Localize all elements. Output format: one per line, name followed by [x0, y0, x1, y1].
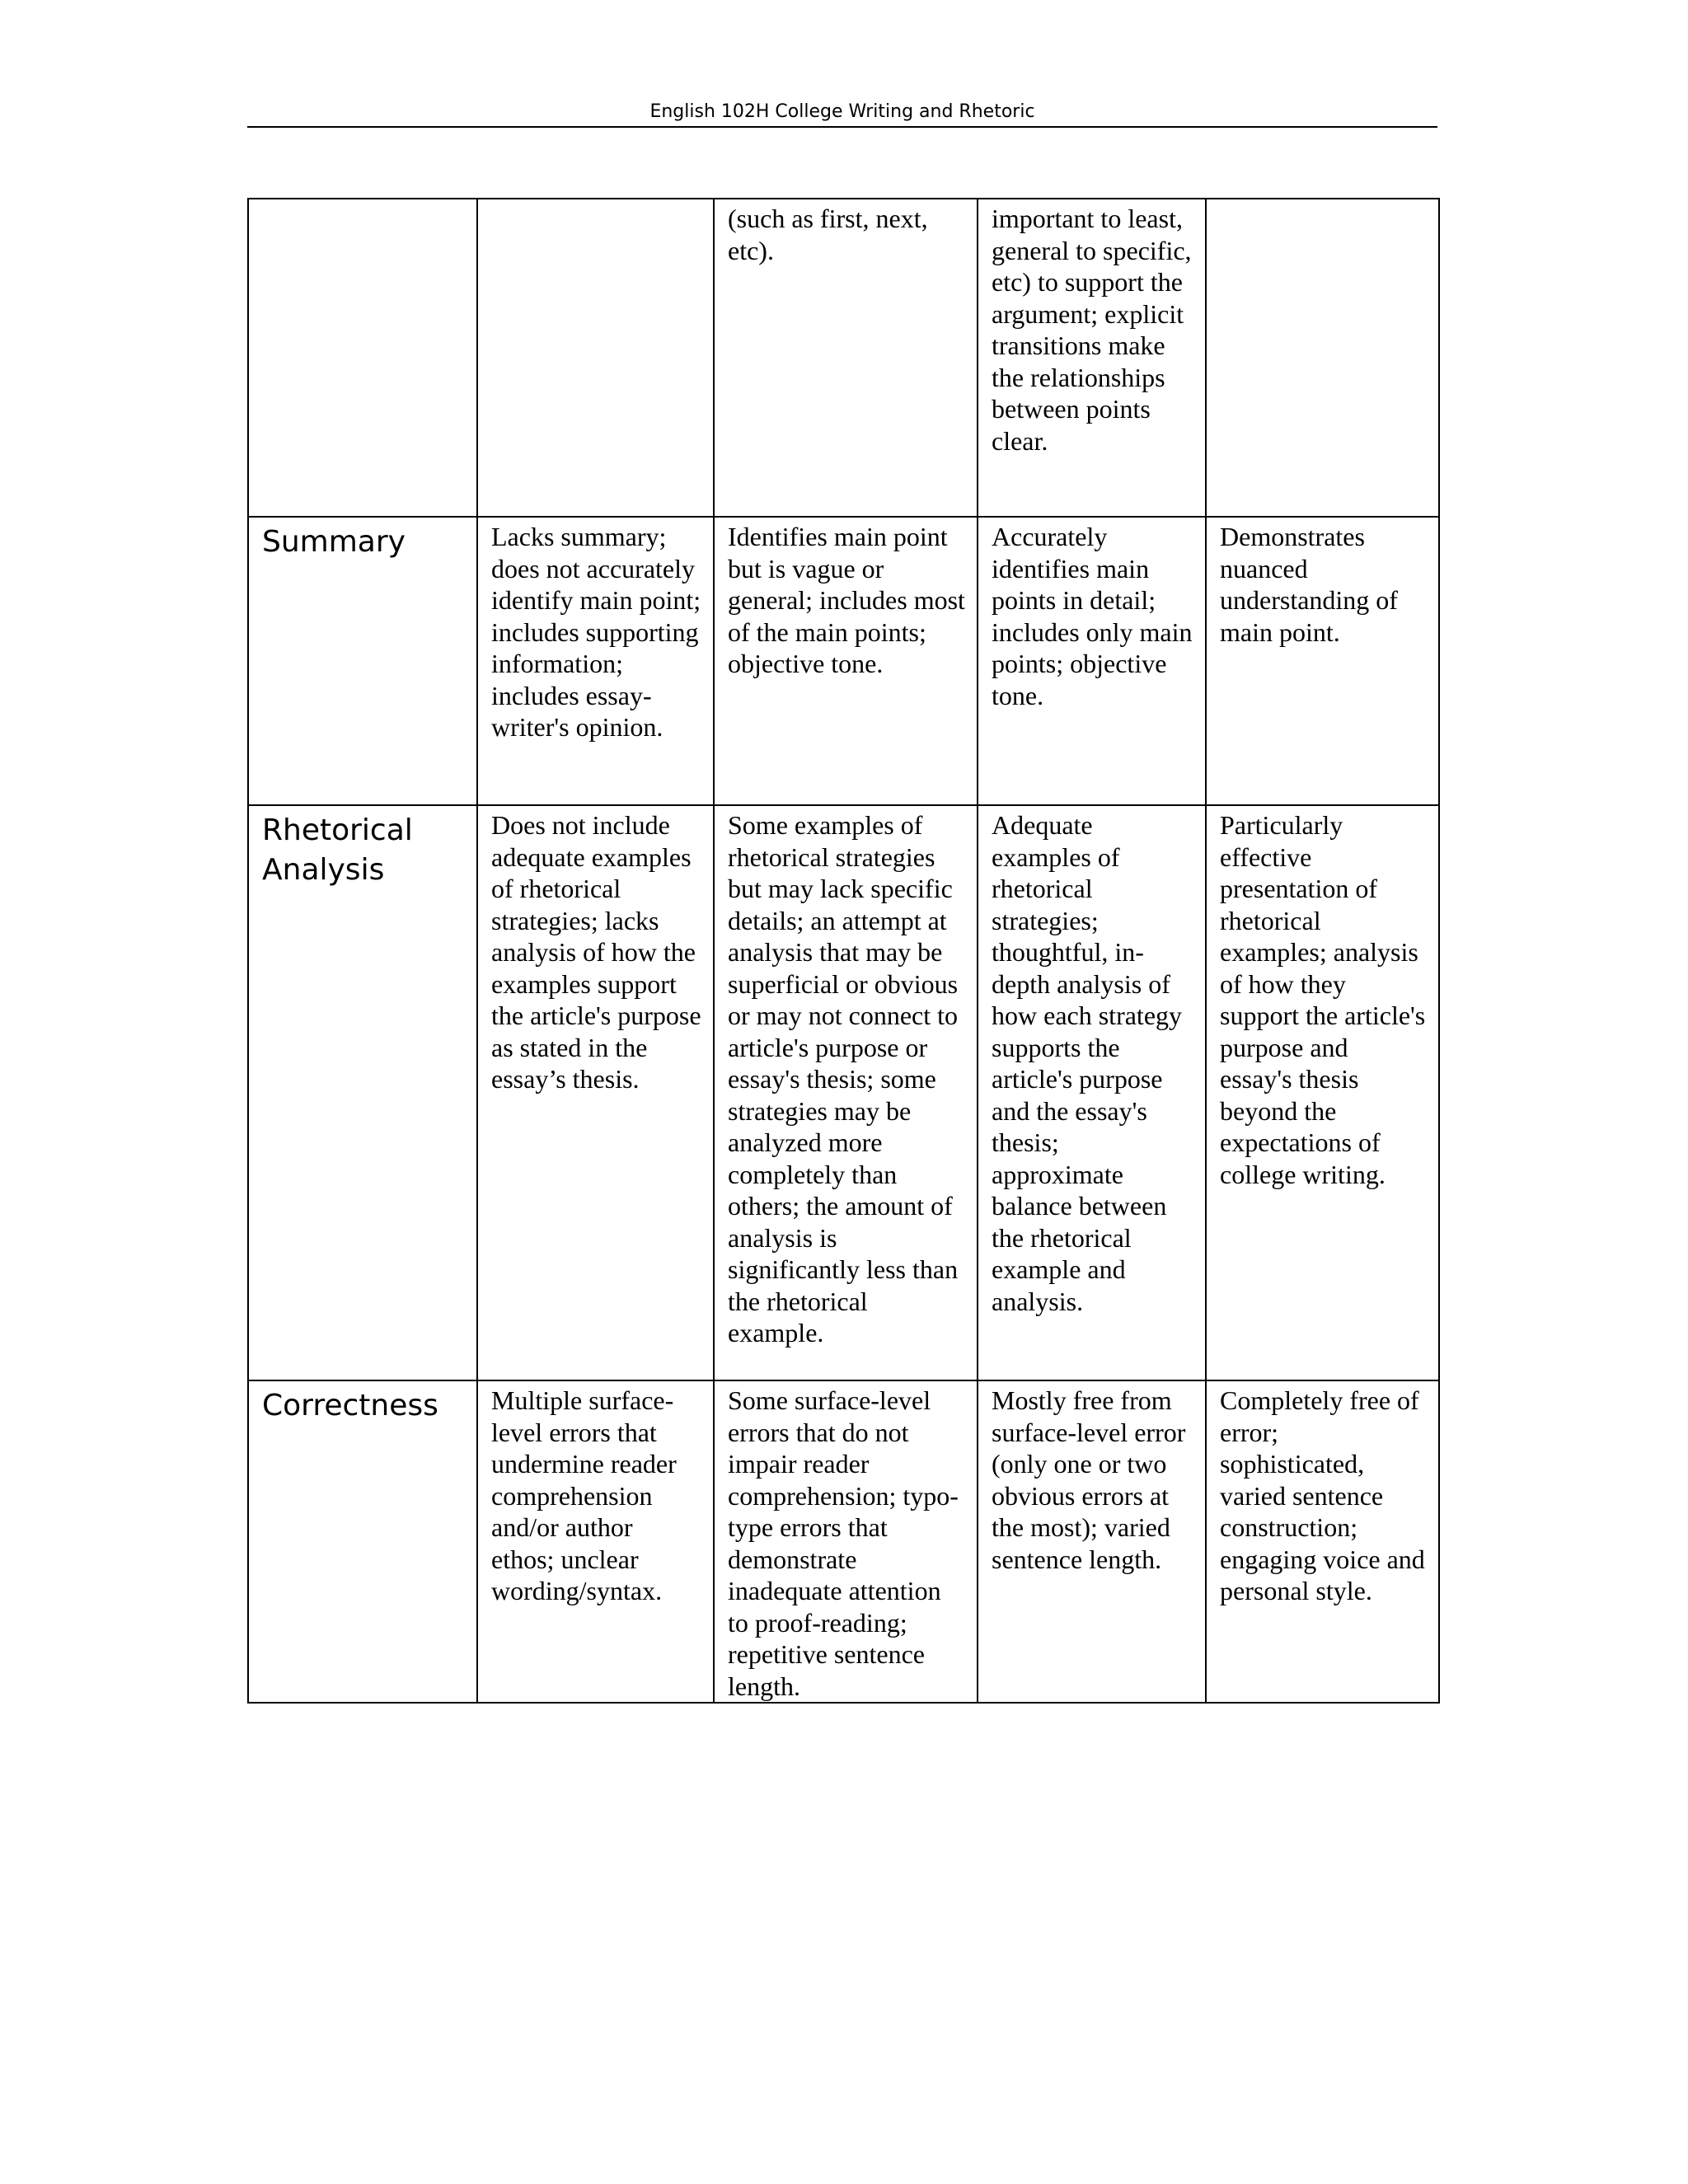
rubric-cell-level-4 — [1206, 199, 1439, 517]
rubric-cell-level-4: Demonstrates nuanced understanding of main point. — [1206, 517, 1439, 805]
rubric-cell-level-1: Multiple surface-level errors that undermine reader comprehension and/or author ethos; unclear wording/syntax. — [477, 1380, 714, 1703]
rubric-cell-level-1 — [477, 199, 714, 517]
rubric-cell-level-1: Lacks summary; does not accurately identify main point; includes supporting information; includes essay-writer's opinion. — [477, 517, 714, 805]
rubric-cell-level-3: Mostly free from surface-level error (only one or two obvious errors at the most); varied sentence length. — [978, 1380, 1206, 1703]
criterion-cell: Correctness — [248, 1380, 477, 1703]
rubric-table — [247, 198, 1440, 1704]
document-header-title: English 102H College Writing and Rhetoric — [649, 101, 1035, 122]
header-divider — [247, 126, 1437, 128]
rubric-cell-level-2: Some examples of rhetorical strategies but may lack specific details; an attempt at analysis that may be superficial or obvious or may not connect to article's purpose or essay's thesis; some strategies may be analyzed more completely than others; the amount of analysis is significantly less than the rhetorical example. — [714, 805, 978, 1380]
rubric-cell-level-1: Does not include adequate examples of rhetorical strategies; lacks analysis of how the examples support the article's purpose as stated in the essay’s thesis. — [477, 805, 714, 1380]
rubric-cell-level-4: Completely free of error; sophisticated, varied sentence construction; engaging voice and personal style. — [1206, 1380, 1439, 1703]
rubric-row-correctness — [248, 1380, 1439, 1703]
rubric-cell-level-2: Identifies main point but is vague or general; includes most of the main points; objective tone. — [714, 517, 978, 805]
rubric-cell-level-3: important to least, general to specific, etc) to support the argument; explicit transitions make the relationships between points clear. — [978, 199, 1206, 517]
rubric-cell-level-2: Some surface-level errors that do not impair reader comprehension; typo-type errors that demonstrate inadequate attention to proof-reading; repetitive sentence length. — [714, 1380, 978, 1703]
rubric-row-continuation — [248, 199, 1439, 517]
rubric-cell-level-3: Accurately identifies main points in detail; includes only main points; objective tone. — [978, 517, 1206, 805]
rubric-cell-level-2: (such as first, next, etc). — [714, 199, 978, 517]
rubric-cell-level-3: Adequate examples of rhetorical strategies; thoughtful, in-depth analysis of how each strategy supports the article's purpose and the essay's thesis; approximate balance between the rhetorical example and analysis. — [978, 805, 1206, 1380]
rubric-row-rhetorical-analysis — [248, 805, 1439, 1380]
rubric-cell-level-4: Particularly effective presentation of rhetorical examples; analysis of how they support the article's purpose and essay's thesis beyond the expectations of college writing. — [1206, 805, 1439, 1380]
criterion-cell — [248, 199, 477, 517]
rubric-row-summary — [248, 517, 1439, 805]
criterion-cell: Rhetorical Analysis — [248, 805, 477, 1380]
criterion-cell: Summary — [248, 517, 477, 805]
